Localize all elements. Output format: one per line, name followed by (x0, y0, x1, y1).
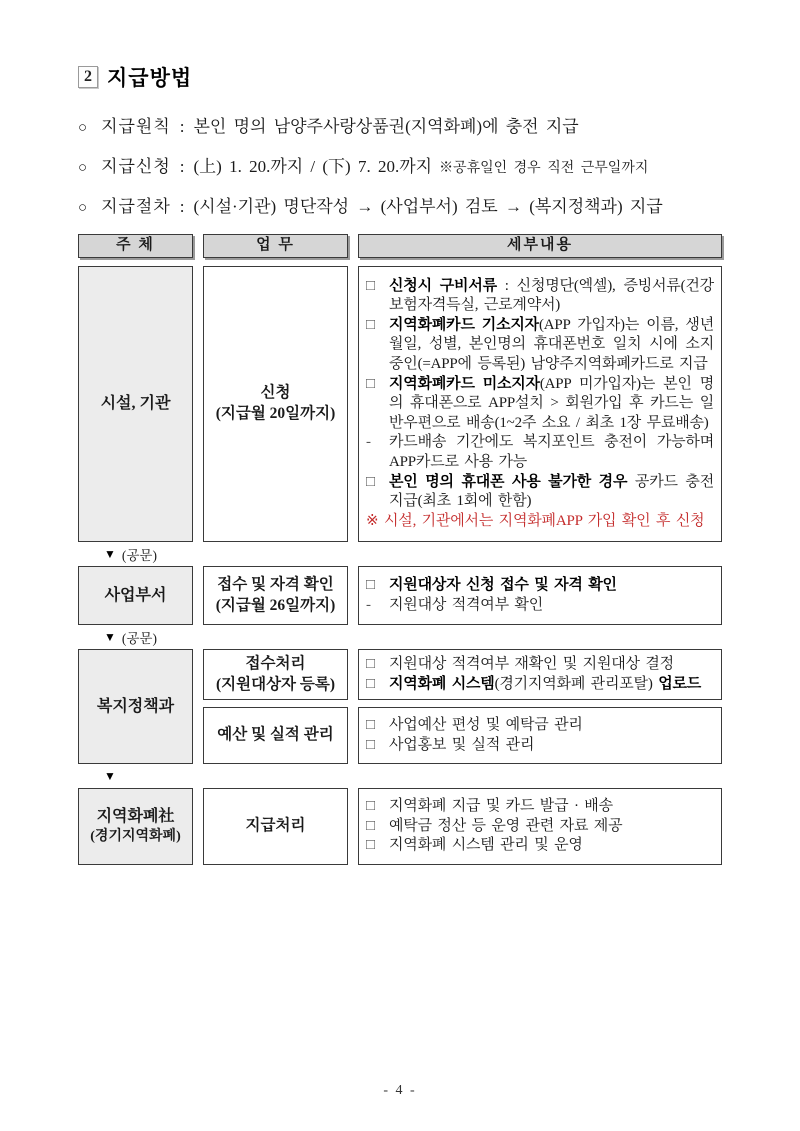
detail-cell (358, 649, 722, 700)
task-label: (지급월 20일까지) (215, 405, 336, 422)
detail-item (366, 473, 714, 512)
task-label: 신청 (260, 384, 291, 402)
bullet-label: 지급절차 (101, 197, 171, 216)
page-number: - 4 - (383, 1083, 417, 1098)
flow-arrow (104, 767, 722, 785)
detail-text: 카드배송 기간에도 복지포인트 충전이 가능하며 APP카드로 사용 가능 (389, 434, 714, 470)
down-arrow-icon: ▼ (104, 629, 116, 644)
detail-item (366, 836, 714, 856)
checkbox-icon: □ (366, 817, 376, 834)
checkbox-icon: □ (366, 736, 376, 753)
task-label: 접수 및 자격 확인 (217, 575, 334, 593)
detail-item (366, 596, 714, 616)
checkbox-icon: □ (366, 798, 376, 815)
subject-label: 사업부서 (104, 586, 167, 604)
bullet-label: 지급원칙 (101, 117, 171, 136)
circle-bullet-icon: ○ (78, 200, 88, 216)
subject-cell (78, 566, 193, 625)
task-label: (지원대상자 등록) (215, 675, 335, 693)
task-cell (203, 649, 348, 700)
detail-text: 사업예산 편성 및 예탁금 관리 (389, 717, 583, 734)
detail-text: 사업홍보 및 실적 관리 (389, 736, 535, 753)
subject-cell (78, 649, 193, 764)
checkbox-icon: □ (366, 316, 376, 333)
dash-marker: - (366, 596, 371, 613)
subject-label: 복지정책과 (96, 697, 175, 715)
flow-arrow (104, 628, 722, 646)
circle-bullet-icon: ○ (78, 160, 88, 176)
bullet-label: 지급신청 (101, 157, 171, 176)
detail-item (366, 316, 714, 375)
task-cell (203, 707, 348, 764)
detail-text: 지역화폐카드 기소지자(APP 가입자)는 이름, 생년월일, 성별, 본인명의 휴대폰번호 일치 시에 소지중인(=APP에 등록된) 남양주지역화폐카드로 지급 (389, 316, 714, 373)
checkbox-icon: □ (366, 837, 376, 854)
detail-text: 지원대상자 신청 접수 및 자격 확인 (389, 576, 617, 593)
detail-cell (358, 266, 722, 542)
checkbox-icon: □ (366, 675, 376, 692)
detail-cell (358, 566, 722, 625)
detail-item (366, 576, 714, 596)
row-blocks (203, 566, 722, 625)
detail-text: 예탁금 정산 등 운영 관련 자료 제공 (389, 817, 623, 834)
detail-item (366, 736, 714, 756)
detail-text: 지역화폐카드 미소지자(APP 미가입자)는 본인 명의 휴대폰으로 APP설치 > 회원가입 후 카드는 일반우편으로 배송(1~2주 소요 / 최초 1장 무료배송) (389, 375, 714, 431)
detail-text: 시설, 기관에서는 지역화폐APP 가입 확인 후 신청 (384, 512, 705, 529)
process-block (203, 788, 722, 865)
process-row (78, 266, 722, 542)
task-cell (203, 266, 348, 542)
task-label: (지급월 26일까지) (215, 596, 336, 614)
detail-cell (358, 788, 722, 865)
detail-item (366, 817, 714, 837)
detail-cell (358, 707, 722, 764)
bullet-text: (시설·기관) 명단작성 → (사업부서) 검토 → (복지정책과) 지급 (193, 197, 663, 216)
subject-label: 지역화폐社 (96, 808, 175, 826)
section-number-box: 2 (78, 66, 98, 88)
detail-text: 지원대상 적격여부 확인 (389, 596, 544, 613)
row-blocks (203, 649, 722, 764)
bullet-text: (上) 1. 20.까지 / (下) 7. 20.까지 (193, 157, 433, 176)
dash-marker: - (366, 434, 371, 451)
checkbox-icon: □ (366, 656, 376, 672)
checkbox-icon: □ (366, 717, 376, 734)
bullet-item-principle (78, 112, 722, 137)
section-title (78, 62, 722, 92)
detail-item (366, 797, 714, 817)
task-label: 지급처리 (245, 817, 306, 835)
checkbox-icon: □ (366, 277, 376, 294)
checkbox-icon: □ (366, 473, 376, 490)
detail-item (366, 277, 714, 316)
subject-label: 시설, 기관 (100, 395, 171, 413)
checkbox-icon: □ (366, 576, 376, 593)
detail-item (366, 375, 714, 434)
detail-text: 지역화폐 지급 및 카드 발급 · 배송 (389, 798, 613, 815)
bullet-colon: : (179, 157, 185, 176)
detail-text: 지역화폐 시스템(경기지역화폐 관리포탈) 업로드 (389, 675, 702, 692)
section-title-text: 지급방법 (107, 67, 193, 90)
checkbox-icon: □ (366, 375, 376, 392)
bullet-colon: : (179, 197, 185, 216)
detail-item (366, 675, 714, 695)
bullet-list (78, 112, 722, 217)
task-cell (203, 788, 348, 865)
arrow-label: (공문) (121, 548, 157, 563)
detail-note-red (366, 512, 714, 532)
down-arrow-icon: ▼ (104, 546, 116, 561)
process-row (78, 649, 722, 764)
bullet-note: ※공휴일인 경우 직전 근무일까지 (439, 161, 649, 176)
process-block (203, 266, 722, 542)
process-table-body (78, 266, 722, 865)
flow-arrow (104, 545, 722, 563)
detail-item (366, 433, 714, 472)
table-header-task: 업 무 (203, 234, 348, 258)
table-header-subject: 주 체 (78, 234, 193, 258)
dash-marker: ※ (366, 512, 379, 529)
table-header-details: 세부내용 (358, 234, 722, 258)
process-block (203, 707, 722, 764)
detail-text: 지역화폐 시스템 관리 및 운영 (389, 837, 583, 854)
bullet-item-procedure (78, 192, 722, 217)
table-header-row (78, 234, 722, 258)
process-row (78, 788, 722, 865)
task-cell (203, 566, 348, 625)
detail-text: 본인 명의 휴대폰 사용 불가한 경우 공카드 충전 지급(최초 1회에 한함) (389, 473, 714, 510)
row-blocks (203, 266, 722, 542)
detail-item (366, 655, 714, 675)
row-blocks (203, 788, 722, 865)
detail-item (366, 716, 714, 736)
subject-cell (78, 266, 193, 542)
task-label: 예산 및 실적 관리 (217, 726, 334, 744)
process-block (203, 649, 722, 700)
bullet-colon: : (179, 117, 185, 136)
down-arrow-icon: ▼ (104, 768, 116, 783)
bullet-item-application (78, 152, 722, 177)
subject-cell (78, 788, 193, 865)
process-row (78, 566, 722, 625)
subject-label: (경기지역화폐) (90, 829, 181, 845)
process-block (203, 566, 722, 625)
detail-text: 지원대상 적격여부 재확인 및 지원대상 결정 (389, 656, 674, 672)
arrow-label: (공문) (121, 631, 157, 646)
circle-bullet-icon: ○ (78, 120, 88, 136)
bullet-text: 본인 명의 남양주사랑상품권(지역화폐)에 충전 지급 (193, 117, 579, 136)
detail-text: 신청시 구비서류 : 신청명단(엑셀), 증빙서류(건강보험자격득실, 근로계약서) (389, 277, 714, 314)
task-label: 접수처리 (245, 654, 306, 672)
